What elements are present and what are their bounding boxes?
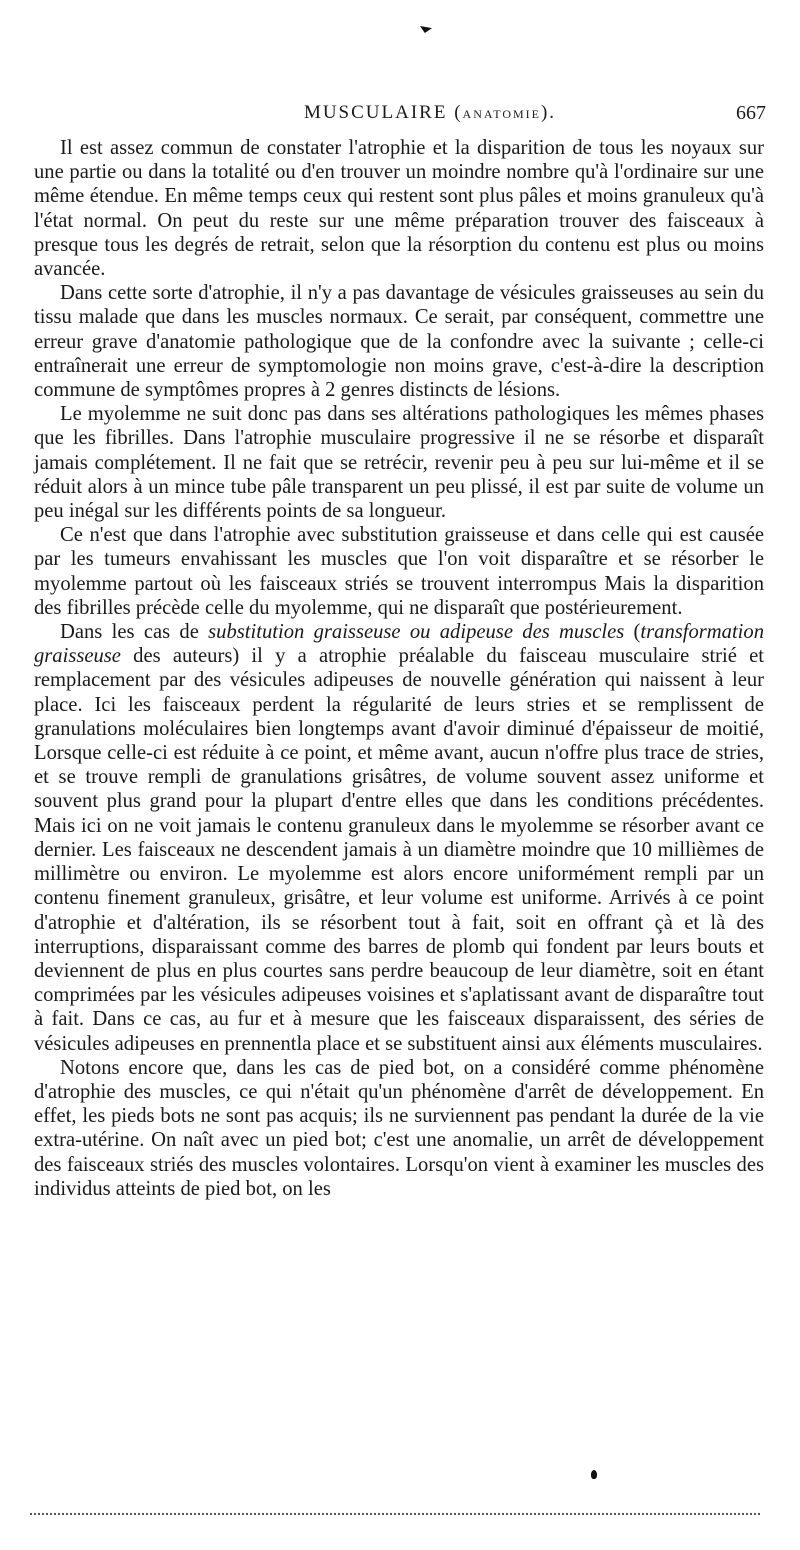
paragraph-3: Le myolemme ne suit donc pas dans ses altérations pathologiques les mêmes phases que les fibrilles. Dans l'atrophie musculaire progressive il ne se résorbe et disparaît jamais complétement. Il ne fait que se retrécir, revenir peu à peu sur lui-même et il se réduit alors à un mince tube pâle transparent un peu plissé, il est par suite de volume un peu inégal sur les différents points de sa longueur. bbox=[34, 403, 764, 523]
header-paren-open: ( bbox=[447, 102, 463, 123]
header-subtitle: ANATOMIE bbox=[462, 107, 541, 121]
paragraph-5-pre: Dans les cas de bbox=[60, 621, 209, 644]
running-header bbox=[30, 100, 770, 130]
paragraph-4: Ce n'est que dans l'atrophie avec substitution graisseuse et dans celle qui est causée par les tumeurs envahissant les muscles que l'on voit disparaître et se résorber le myolemme partout où les faisceaux striés se trouvent interrompus Mais la disparition des fibrilles précède celle du myolemme, qui ne disparaît que postérieurement. bbox=[34, 524, 764, 619]
header-paren-close: ). bbox=[540, 102, 557, 123]
printer-mark bbox=[420, 26, 432, 33]
ink-dot bbox=[591, 1470, 597, 1479]
header-title: MUSCULAIRE bbox=[303, 102, 448, 123]
running-title bbox=[280, 102, 580, 124]
bottom-dotted-rule bbox=[30, 1513, 760, 1515]
body-text bbox=[34, 136, 764, 1201]
paragraph-5-mid: ( bbox=[624, 621, 641, 644]
paragraph-5-italic-2: transformation graisseuse bbox=[34, 621, 764, 668]
paragraph-1: Il est assez commun de constater l'atrophie et la disparition de tous les noyaux sur une partie ou dans la totalité ou d'en trouver un moindre nombre qu'à l'ordinaire sur une même étendue. En même temps ceux qui restent sont plus pâles et moins granuleux qu'à l'état normal. On peut du reste sur une même préparation trouver des faisceaux à presque tous les degrés de retrait, selon que la résorption du contenu est plus ou moins avancée. bbox=[34, 137, 764, 281]
page-number: 667 bbox=[736, 102, 766, 124]
paragraph-2: Dans cette sorte d'atrophie, il n'y a pas davantage de vésicules graisseuses au sein du tissu malade que dans les muscles normaux. Ce serait, par conséquent, commettre une erreur grave d'anatomie pathologique que de la confondre avec la suivante ; celle-ci entraînerait une erreur de symptomologie non moins grave, c'est-à-dire la description commune de symptômes propres à 2 genres distincts de lésions. bbox=[34, 282, 764, 402]
paragraph-5 bbox=[34, 620, 764, 1056]
paragraph-5-italic: substitution graisseuse ou adipeuse des muscles bbox=[208, 621, 625, 644]
paragraph-6: Notons encore que, dans les cas de pied bot, on a considéré comme phénomène d'atrophie des muscles, ce qui n'était qu'un phénomène d'arrêt de développement. En effet, les pieds bots ne sont pas acquis; ils ne surviennent pas pendant la durée de la vie extra-utérine. On naît avec un pied bot; c'est une anomalie, un arrêt de développement des faisceaux striés des muscles volontaires. Lorsqu'on vient à examiner les muscles des individus atteints de pied bot, on les bbox=[34, 1056, 764, 1200]
paragraph-5-post: des auteurs) il y a atrophie préalable du faisceau musculaire strié et remplacement par des vésicules adipeuses de nouvelle génération qui naissent à leur place. Ici les faisceaux perdent la régularité de leurs stries et se remplissent de granulations moléculaires bien longtemps avant d'avoir diminué d'épaisseur de moitié, Lorsque celle-ci est réduite à ce point, et même avant, aucun n'offre plus trace de stries, et se trouve rempli de granulations grisâtres, de volume souvent assez uniforme et souvent plus grand pour la plupart d'entre elles que dans les conditions précédentes. Mais ici on ne voit jamais le contenu granuleux dans le myolemme se résorber avant ce dernier. Les faisceaux ne descendent jamais à un diamètre moindre que 10 millièmes de millimètre ou environ. Le myolemme est alors encore uniformément rempli par un contenu finement granuleux, grisâtre, et leur volume est uniforme. Arrivés à ce point d'atrophie et d'altération, ils se résorbent tout à fait, soit en offrant çà et là des interruptions, disparaissant comme des barres de plomb qui fondent par leurs bouts et deviennent de plus en plus courtes sans perdre beaucoup de leur diamètre, soit en étant comprimées par les vésicules adipeuses voisines et s'aplatissant avant de disparaître tout à fait. Dans ce cas, au fur et à mesure que les faisceaux disparaissent, des séries de vésicules adipeuses en prennentla place et se substituent ainsi aux éléments musculaires. bbox=[34, 645, 764, 1055]
